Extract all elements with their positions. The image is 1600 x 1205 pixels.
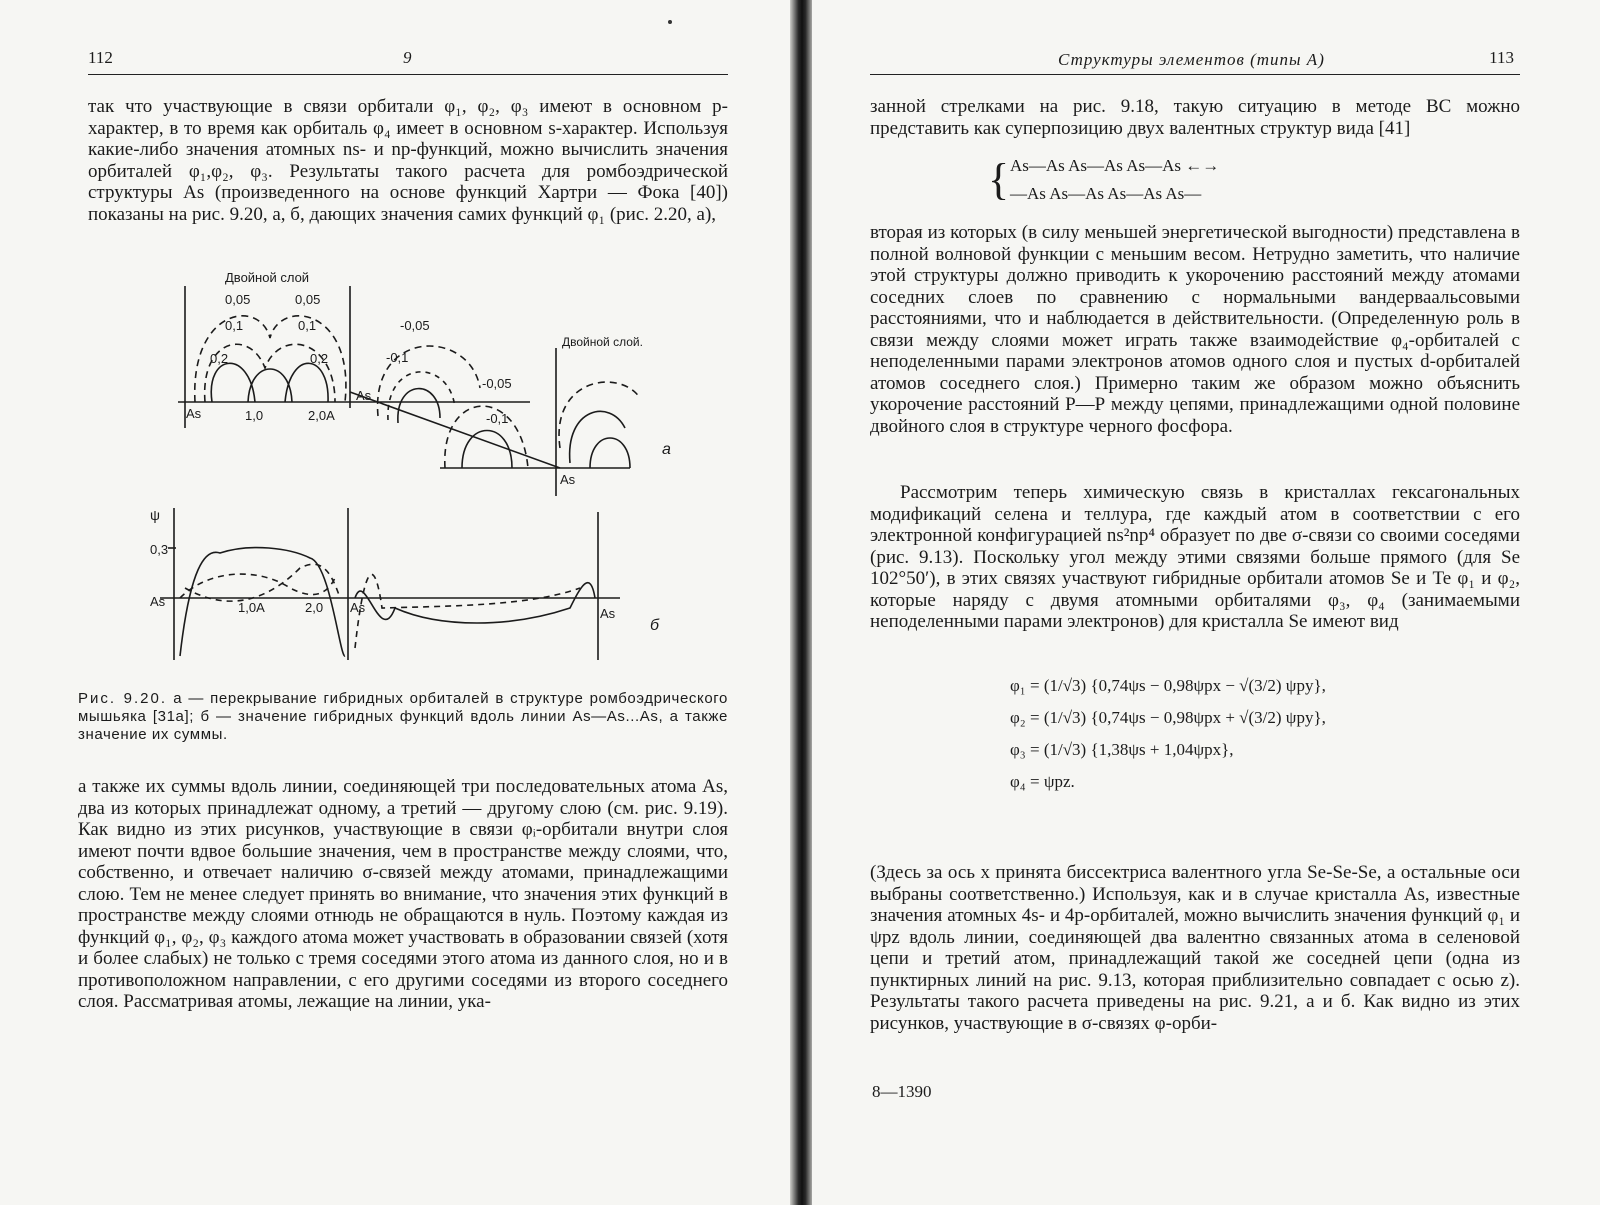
left-paragraph-bottom: а также их суммы вдоль линии, соединяющей три последовательных атома As, два из которых принадлежат одному, а третий — другому слою (см. рис. 9.19). Как видно из этих рисунков, участвующие в связи φᵢ-орбитали внутри слоя имеют почти вдвое большие значения, чем в пространстве между слоями, что, собственно, и отвечает наличию σ-связей между атомами, принадлежащими слою. Тем не менее следует принять во внимание, что значения этих функций в пространстве между слоями отнюдь не обращаются в нуль. Поэтому каждая из функций φ₁, φ₂, φ₃ каждого атома может участвовать в образовании связей (хотя и более слабых) не только с тремя соседями этого атома из данного слоя, но и в противоположном направлении, с его другими соседями из второго соседнего слоя. Рассматривая атомы, лежащие на линии, ука-	[78, 776, 728, 1012]
left-running-head	[88, 48, 728, 75]
contour-right-small	[590, 438, 630, 468]
part-a-label: а	[662, 441, 671, 458]
book-gutter	[790, 0, 814, 1205]
hybrid-orbital-formulas	[1010, 670, 1326, 798]
scheme-brace: {	[988, 155, 1010, 204]
label-double-layer-1: Двойной слой	[225, 270, 310, 285]
label-minus-0-1-a: -0,1	[386, 350, 409, 365]
right-paragraph-4: (Здесь за ось x принята биссектриса валентного угла Se-Se-Se, а остальные оси выбраны соответственно.) Используя, как и в случае кристалла As, известные значения атомных 4s- и 4p-орбиталей, можно вычислить значения функций φ₁ и ψpz вдоль линии, соединяющей два валентно связанных атома в селеновой цепи и третий атом, принадлежащий такой же соседней цепи (одна из пунктирных линий на рис. 9.13, которая приблизительно совпадает с осью z). Результаты такого расчета приведены на рис. 9.21, а и б. Как видно из этих рисунков, участвующие в σ-связях φ-орби-	[870, 862, 1520, 1034]
axis-b-label-as-2: As	[350, 600, 366, 615]
figure-caption	[78, 690, 728, 744]
axis-b-label-as-3: As	[600, 606, 616, 621]
axis-b-label-as-1: As	[150, 594, 166, 609]
right-page-number: 113	[1489, 48, 1514, 67]
caption-label: Рис. 9.20.	[78, 690, 168, 707]
formula-phi-2: φ₂ = (1/√3) {0,74ψs − 0,98ψpx + √(3/2) ψpy},	[1010, 708, 1326, 727]
part-b-label: б	[650, 617, 659, 634]
label-minus-0-1-b: -0,1	[486, 411, 509, 426]
label-0-1-a: 0,1	[225, 318, 244, 333]
contour-mid-solid	[398, 389, 440, 423]
label-0-05-a: 0,05	[225, 292, 251, 307]
axis-b-label-1-0a: 1,0A	[238, 600, 265, 615]
axis-a-diagonal	[350, 392, 560, 468]
caption-text: а — перекрывание гибридных орбиталей в структуре ромбоэдрического мышьяка [31а]; б — значение гибридных функций вдоль линии As—As...As, а также значение их суммы.	[78, 690, 728, 743]
axis-a-label-as-2: As	[356, 388, 372, 403]
print-speck	[668, 20, 672, 24]
axis-b-label-2-0: 2,0	[305, 600, 324, 615]
scheme-line-1: As—As As—As As—As ←→	[1010, 156, 1220, 175]
label-minus-0-05-b: -0,05	[482, 376, 512, 391]
contour-right-solid	[570, 411, 625, 463]
signature-code: 8—1390	[872, 1082, 932, 1101]
label-0-2-a: 0,2	[210, 351, 229, 366]
label-minus-0-05-a: -0,05	[400, 318, 430, 333]
contour-low-solid	[462, 431, 512, 469]
left-page-number: 112	[88, 48, 113, 67]
scheme-line-2: —As As—As As—As As—	[1010, 184, 1202, 203]
label-0-2-b: 0,2	[310, 351, 329, 366]
curve-phi-a	[180, 574, 335, 598]
right-running-head	[870, 48, 1520, 75]
figure-9-20-drawing	[150, 268, 710, 668]
left-paragraph-top: так что участвующие в связи орбитали φ₁, φ₂, φ₃ имеют в основном p-характер, в то время как орбиталь φ₄ имеет в основном s-характер. Используя какие-либо значения атомных ns- и np-функций, можно вычислить значения орбиталей φ₁,φ₂, φ₃. Результаты такого расчета для ромбоэдрической структуры As (произведенного на основе функций Хартри — Фока [40]) показаны на рис. 9.20, а, б, дающих значения самих функций φ₁ (рис. 2.20, а),	[88, 96, 728, 225]
value-0-3-label: 0,3	[150, 542, 169, 557]
label-0-05-b: 0,05	[295, 292, 321, 307]
right-paragraph-2: вторая из которых (в силу меньшей энергетической выгодности) представлена в полной волновой функции с меньшим весом. Нетрудно заметить, что наличие этой структуры должно приводить к укорочению расстояний между атомами соседних слоев по сравнению с нормальными вандерваальсовыми расстояниями, что и наблюдается в действительности. (Определенную роль в связи между слоями может играть также взаимодействие φ₄-орбиталей с неподеленными парами электронов атомов одного слоя и пустых d-орбиталей атомов соседнего слоя.) Примерно таким же образом можно объяснить укорочение расстояний Р—Р между цепями, принадлежащими одной половине двойного слоя в структуре черного фосфора.	[870, 222, 1520, 437]
right-paragraph-1: занной стрелками на рис. 9.18, такую ситуацию в методе ВС можно представить как суперпозицию двух валентных структур вида [41]	[870, 96, 1520, 139]
running-title: Структуры элементов (типы А)	[1058, 50, 1325, 69]
axis-a-label-2-0a: 2,0A	[308, 408, 335, 423]
curve-between-dashed	[355, 574, 580, 648]
formula-phi-1: φ₁ = (1/√3) {0,74ψs − 0,98ψpx − √(3/2) ψpy},	[1010, 676, 1326, 695]
label-double-layer-2: Двойной слой.	[562, 335, 643, 349]
psi-axis-label: ψ	[150, 507, 160, 523]
formula-phi-4: φ₄ = ψpz.	[1010, 772, 1075, 791]
chapter-number: 9	[403, 48, 412, 67]
axis-a-label-as-1: As	[186, 406, 202, 421]
valence-structures-scheme	[988, 152, 1220, 208]
curve-between	[355, 583, 595, 623]
curve-phi-b	[185, 564, 340, 601]
formula-phi-3: φ₃ = (1/√3) {1,38ψs + 1,04ψpx},	[1010, 740, 1234, 759]
axis-a-label-as-3: As	[560, 472, 576, 487]
figure-9-20	[150, 268, 710, 668]
axis-a-label-1-0: 1,0	[245, 408, 264, 423]
right-paragraph-3: Рассмотрим теперь химическую связь в кристаллах гексагональных модификаций селена и теллура, где каждый атом в соответствии с его электронной конфигурацией ns²np⁴ образует по две σ-связи со своими соседями (рис. 9.13). Поскольку угол между этими связями больше прямого (для Se 102°50′), в этих связях участвуют гибридные орбитали атомов Se и Te φ₁ и φ₂, которые наряду с двумя атомными орбиталями φ₃, φ₄ (занимаемыми неподеленными парами электронов) для кристалла Se имеют вид	[870, 482, 1520, 632]
label-0-1-b: 0,1	[298, 318, 317, 333]
